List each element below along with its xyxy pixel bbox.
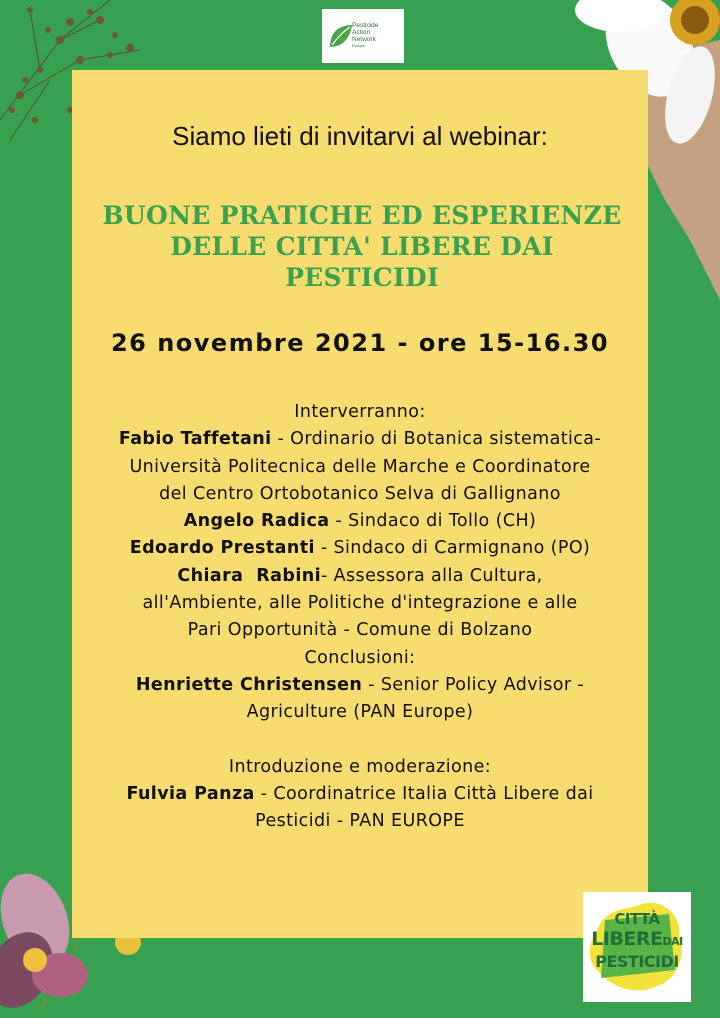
speaker-role: Università Politecnica delle Marche e Coordinatore — [129, 456, 591, 477]
speaker-role: Pari Opportunità - Comune di Bolzano — [187, 620, 533, 641]
speaker-name: Fabio Taffetani — [118, 429, 272, 450]
conclusions-heading: Conclusioni: — [304, 647, 416, 668]
speaker-name: Angelo Radica — [183, 511, 330, 532]
badge-line-2 — [583, 928, 691, 950]
speaker-role: - Assessora alla Cultura, — [320, 565, 543, 586]
badge-line: PESTICIDI — [595, 952, 679, 971]
speaker-role: del Centro Ortobotanico Selva di Gallignano — [159, 483, 561, 504]
speaker-name: Chiara Rabini — [177, 565, 321, 586]
badge-word: DAI — [662, 935, 683, 948]
leaf-icon — [328, 23, 354, 49]
webinar-title — [82, 200, 642, 293]
invite-text: Siamo lieti di invitarvi al webinar: — [172, 121, 548, 151]
speaker-role: - Ordinario di Botanica sistematica- — [271, 429, 602, 450]
logo-line: Network — [352, 36, 376, 43]
speaker-role: - Coordinatrice Italia Città Libere dai — [254, 783, 594, 804]
speaker-role: Agriculture (PAN Europe) — [246, 702, 474, 723]
badge-line: CITTÀ — [614, 910, 660, 928]
badge-word: LIBERE — [591, 928, 663, 950]
speaker-program — [72, 399, 648, 835]
event-date: 26 novembre 2021 - ore 15-16.30 — [110, 329, 610, 357]
speaker-role: all'Ambiente, alle Politiche d'integrazione e alle — [142, 593, 578, 614]
title-line: PESTICIDI — [285, 263, 439, 292]
logo-line: Action — [352, 29, 371, 36]
speaker-role: - Sindaco di Carmignano (PO) — [314, 538, 591, 559]
speaker-name: Edoardo Prestanti — [129, 538, 315, 559]
moderation-heading: Introduzione e moderazione: — [228, 756, 492, 777]
speaker-role: Pesticidi - PAN EUROPE — [255, 811, 465, 832]
title-line: BUONE PRATICHE ED ESPERIENZE — [102, 201, 622, 230]
speaker-role: - Sindaco di Tollo (CH) — [329, 511, 537, 532]
spacer — [72, 727, 648, 754]
speaker-role: - Senior Policy Advisor - — [362, 674, 585, 695]
logo-line: Europe — [352, 43, 365, 48]
pan-europe-logo — [322, 9, 404, 63]
speaker-name: Henriette Christensen — [135, 674, 363, 695]
title-line: DELLE CITTA' LIBERE DAI — [170, 232, 554, 261]
speakers-heading: Interverranno: — [294, 402, 426, 422]
speaker-name: Fulvia Panza — [126, 783, 255, 804]
citta-libere-badge — [583, 892, 691, 1002]
logo-line: Pesticide — [352, 22, 379, 29]
